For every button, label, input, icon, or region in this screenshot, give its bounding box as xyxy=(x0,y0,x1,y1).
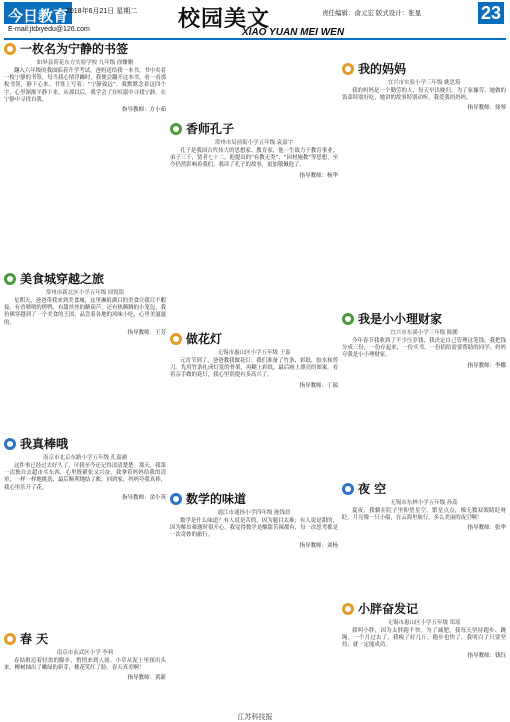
article xyxy=(170,120,338,179)
article-byline: 通江市通扬小学四年级 施钱晨 xyxy=(217,510,291,516)
bullet-icon xyxy=(4,633,16,645)
article-teacher: 指导教师：徐琴 xyxy=(467,105,506,112)
article-title: 夜 空 xyxy=(358,482,387,496)
article-body: 数学是什么味道？有人说是苦的，因为题目太难；有人说是甜的，因为解出难题时很开心。我觉得数学是酸甜苦辣都有，每一次思考都是一次奇妙的旅行。 xyxy=(170,518,338,539)
article-teacher: 指导教师：刘杨 xyxy=(299,542,338,549)
article-body: 我叫小胖，因为太胖跑不快。为了减肥，我每天坚持跑步、跳绳。一个月过去了，我瘦了好几斤，跑步也快了。我明白了只要坚持，就一定能成功。 xyxy=(342,628,506,649)
article xyxy=(342,310,506,369)
article-body: 春姑娘迈着轻盈的脚步，悄悄来到人间。小草从泥土里探出头来，柳树抽出了嫩绿的新芽，桃花笑红了脸。春天真美啊！ xyxy=(4,658,166,672)
article-teacher: 指导教师：钱钰 xyxy=(467,652,506,659)
article-title: 数学的味道 xyxy=(186,492,247,506)
article-teacher: 指导教师：余小英 xyxy=(121,494,166,501)
issue-date: 2018年6月21日 星期二 xyxy=(66,8,138,15)
bullet-icon xyxy=(342,483,354,495)
article-body: 星期天，爸爸带我来到美食城，这里琳琅满目的美食让我目不暇接。有香喷喷的烤鸭，有甜丝丝的糖葫芦，还有热腾腾的小笼包。我仿佛穿越到了一个美食的王国，品尝着各地的风味小吃，心里美滋滋的。 xyxy=(4,298,166,326)
article-title: 小胖奋发记 xyxy=(358,602,419,616)
article-teacher: 指导教师：杨华 xyxy=(299,172,338,179)
article-title: 我的妈妈 xyxy=(358,62,407,76)
masthead-left xyxy=(4,2,172,33)
article xyxy=(342,480,506,531)
article-teacher: 指导教师：王芳 xyxy=(127,329,166,336)
article-byline: 南京市玄武区小学 李莉 xyxy=(56,650,114,656)
article-title: 美食城穿越之旅 xyxy=(20,272,105,286)
article xyxy=(342,600,506,659)
masthead-right xyxy=(172,2,508,40)
article-body: 孔子是我国古代伟大的思想家、教育家，他一生致力于教育事业，弟子三千，贤者七十二。他提出的“有教无类”、“因材施教”等思想，至今仍然影响着我们。我读了孔子的故事，更加敬佩他了。 xyxy=(170,148,338,169)
article-title: 我是小小理财家 xyxy=(358,312,443,326)
contact-email: E-mail:jtdxyedu@126.com xyxy=(8,26,90,33)
editor-credits: 责任编辑：俞元宏 版式设计：张显 xyxy=(322,10,422,17)
article-byline: 宜兴市东溪小学三年级 陈鹏 xyxy=(390,330,458,336)
bullet-icon xyxy=(342,313,354,325)
article xyxy=(4,630,166,681)
article-byline: 常州市新北区小学五年级 周锐铭 xyxy=(45,290,125,296)
article-teacher: 指导教师：李娜 xyxy=(467,362,506,369)
article-body: 这件事已经过去好久了，可我至今还记得清清楚楚。那天，我第一次独自去超市买东西，心里既紧张又兴奋。我拿着妈妈给我的清单，一样一样地挑选，最后顺利地结了账。回到家，妈妈夸我真棒，我心里乐开了花。 xyxy=(4,463,166,491)
article xyxy=(4,435,166,501)
bullet-icon xyxy=(342,603,354,615)
article-byline: 如皋县荷花东方实验学校 九年级 徐姗姗 xyxy=(36,60,134,66)
bullet-icon xyxy=(170,333,182,345)
article-teacher: 指导教师：方小茹 xyxy=(121,107,166,114)
article-title: 一枚名为宁静的书签 xyxy=(20,42,129,56)
bullet-icon xyxy=(4,438,16,450)
article-title: 我真棒哦 xyxy=(20,437,69,451)
article-body: 夏夜，我躺在院子里仰望星空。繁星点点，像无数双眼睛眨呀眨。月亮像一只小船，在云海里航行。多么美丽的夜空啊！ xyxy=(342,508,506,522)
section-subtitle: XIAO YUAN MEI WEN xyxy=(242,27,345,38)
bullet-icon xyxy=(4,43,16,55)
article xyxy=(170,330,338,389)
article-byline: 无锡市惠山区小学五年级 郑瑶 xyxy=(387,620,461,626)
bullet-icon xyxy=(342,63,354,75)
bullet-icon xyxy=(170,493,182,505)
article-title: 做花灯 xyxy=(186,332,223,346)
article-title: 香师孔子 xyxy=(186,122,235,136)
article-byline: 南京市北京东路小学五年级 孔嘉涵 xyxy=(42,455,128,461)
article-byline: 无锡市东林小学五年级 孙蕊 xyxy=(390,500,458,506)
article xyxy=(4,40,166,113)
article-byline: 宜兴市实验小学三年级 姚思筠 xyxy=(387,80,461,86)
article-byline: 常州市局前街小学五年级 袁嘉宇 xyxy=(214,140,294,146)
article-teacher: 指导教师：丁瑞 xyxy=(299,382,338,389)
article xyxy=(170,490,338,549)
article-byline: 无锡市惠山区小学五年级 于嘉 xyxy=(217,350,291,356)
section-title: 校园美文 xyxy=(178,6,271,32)
article-title: 春 天 xyxy=(20,632,49,646)
article-body: 我的妈妈是一个勤劳的人，每天早出晚归，为了家操劳。她做的饭菜特别好吃，她讲的故事特别动听。我爱我的妈妈。 xyxy=(342,88,506,102)
newspaper-logo: 今日教育 xyxy=(4,2,72,24)
article-body: 今年春节我收到了不少压岁钱，我决定自己管理这笔钱。我把钱分成三份，一份存起来，一份买书，一份捐给需要帮助的同学。妈妈夸我是小小理财家。 xyxy=(342,338,506,359)
article xyxy=(342,60,506,111)
article xyxy=(4,270,166,336)
article-body: 翻入六年级的我面临着升学考试，爸妈送给我一本书，书中夹着一枚宁静的书签。每当我心情浮躁时，我便会翻开这本书，看一看那枚书签，静下心来。书签上写着：“宁静致远”。我默默念着这四个字，心里渐渐平静下来。从那以后，我学会了在喧嚣中寻找宁静，在宁静中寻找自我。 xyxy=(4,68,166,103)
article-teacher: 指导教师：黄新 xyxy=(127,675,166,682)
page-number: 23 xyxy=(478,2,504,24)
article-teacher: 指导教师：张华 xyxy=(467,525,506,532)
bullet-icon xyxy=(170,123,182,135)
page-footer: 江苏科技报 xyxy=(237,713,273,721)
bullet-icon xyxy=(4,273,16,285)
article-body: 元宵节到了，爸爸教我做花灯。我们准备了竹条、彩纸、胶水和剪刀。先用竹条扎成灯笼的骨架，再糊上彩纸，最后画上漂亮的图案。看着亲手做的花灯，我心里别提有多高兴了。 xyxy=(170,358,338,379)
